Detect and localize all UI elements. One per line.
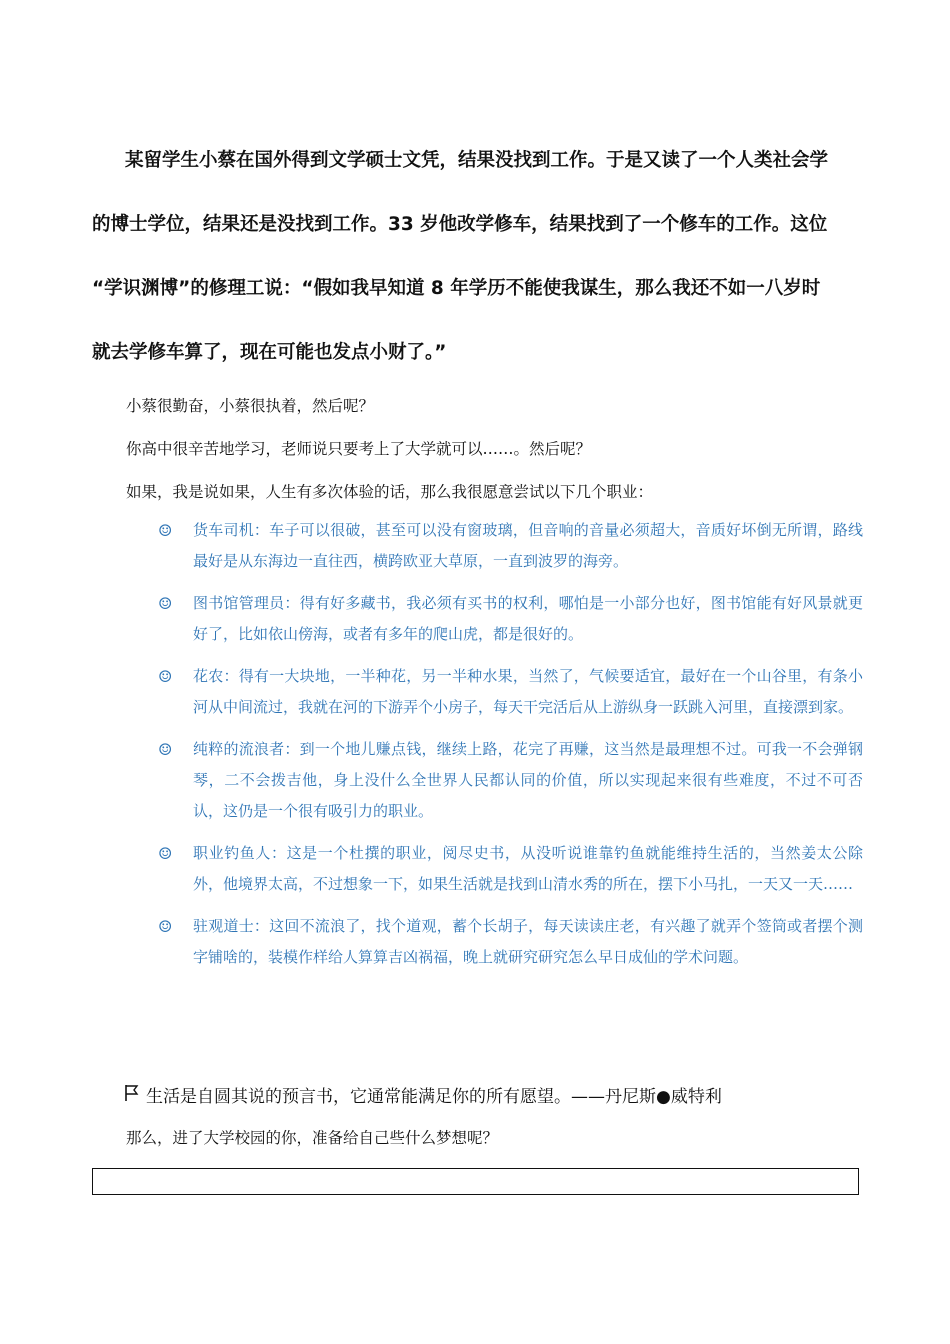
smiley-icon: ☺ (158, 917, 173, 936)
smiley-icon: ☺ (158, 740, 173, 759)
paragraph-if: 如果，我是说如果，人生有多次体验的话，那么我很愿意尝试以下几个职业： (126, 483, 654, 501)
answer-box[interactable] (92, 1168, 859, 1195)
smiley-icon: ☺ (158, 521, 173, 540)
smiley-icon: ☺ (158, 594, 173, 613)
list-item (158, 838, 863, 900)
job-text: 花农：得有一大块地，一半种花，另一半种水果，当然了，气候要适宜，最好在一个山谷里，有条小河从中间流过，我就在河的下游弄个小房子，每天干完活后从上游纵身一跃跳入河里，直接漂到家。 (193, 667, 863, 716)
paragraph-diligent: 小蔡很勤奋，小蔡很执着，然后呢？ (126, 397, 375, 415)
job-text: 图书馆管理员：得有好多藏书，我必须有买书的权利，哪怕是一小部分也好，图书馆能有好风景就更好了，比如依山傍海，或者有多年的爬山虎，都是很好的。 (193, 594, 863, 643)
job-text: 职业钓鱼人：这是一个杜撰的职业，阅尽史书，从没听说谁靠钓鱼就能维持生活的，当然姜太公除外，他境界太高，不过想象一下，如果生活就是找到山清水秀的所在，摆下小马扎，一天又一天…… (193, 844, 863, 893)
list-item (158, 661, 863, 723)
story-line: 的博士学位，结果还是没找到工作。33 岁他改学修车，结果找到了一个修车的工作。这位 (92, 214, 828, 235)
job-text: 纯粹的流浪者：到一个地儿赚点钱，继续上路，花完了再赚，这当然是最理想不过。可我一不会弹钢琴，二不会拨吉他，身上没什么全世界人民都认同的价值，所以实现起来很有些难度，不过不可否认，这仍是一个很有吸引力的职业。 (193, 740, 863, 820)
story-paragraph (92, 141, 862, 397)
list-item (158, 911, 863, 973)
closing-question: 那么，进了大学校园的你，准备给自己些什么梦想呢？ (126, 1129, 499, 1147)
quote-text: 生活是自圆其说的预言书，它通常能满足你的所有愿望。——丹尼斯●威特利 (146, 1087, 722, 1107)
list-item (158, 734, 863, 827)
job-text: 货车司机：车子可以很破，甚至可以没有窗玻璃，但音响的音量必须超大，音质好坏倒无所谓，路线最好是从东海边一直往西，横跨欧亚大草原，一直到波罗的海旁。 (193, 521, 863, 570)
story-line: “学识渊博”的修理工说：“假如我早知道 8 年学历不能使我谋生，那么我还不如一八岁时 (92, 278, 821, 299)
list-item (158, 588, 863, 650)
quote (124, 1083, 722, 1111)
job-text: 驻观道士：这回不流浪了，找个道观，蓄个长胡子，每天读读庄老，有兴趣了就弄个签筒或者摆个测字铺啥的，装模作样给人算算吉凶祸福，晚上就研究研究怎么早日成仙的学术问题。 (193, 917, 863, 966)
list-item (158, 515, 863, 577)
flag-icon (124, 1083, 146, 1111)
story-line: 某留学生小蔡在国外得到文学硕士文凭，结果没找到工作。于是又读了一个人类社会学 (125, 150, 829, 171)
story-line: 就去学修车算了，现在可能也发点小财了。” (92, 342, 447, 363)
smiley-icon: ☺ (158, 667, 173, 686)
job-list (158, 515, 863, 984)
smiley-icon: ☺ (158, 844, 173, 863)
paragraph-highschool: 你高中很辛苦地学习，老师说只要考上了大学就可以……。然后呢？ (126, 440, 592, 458)
